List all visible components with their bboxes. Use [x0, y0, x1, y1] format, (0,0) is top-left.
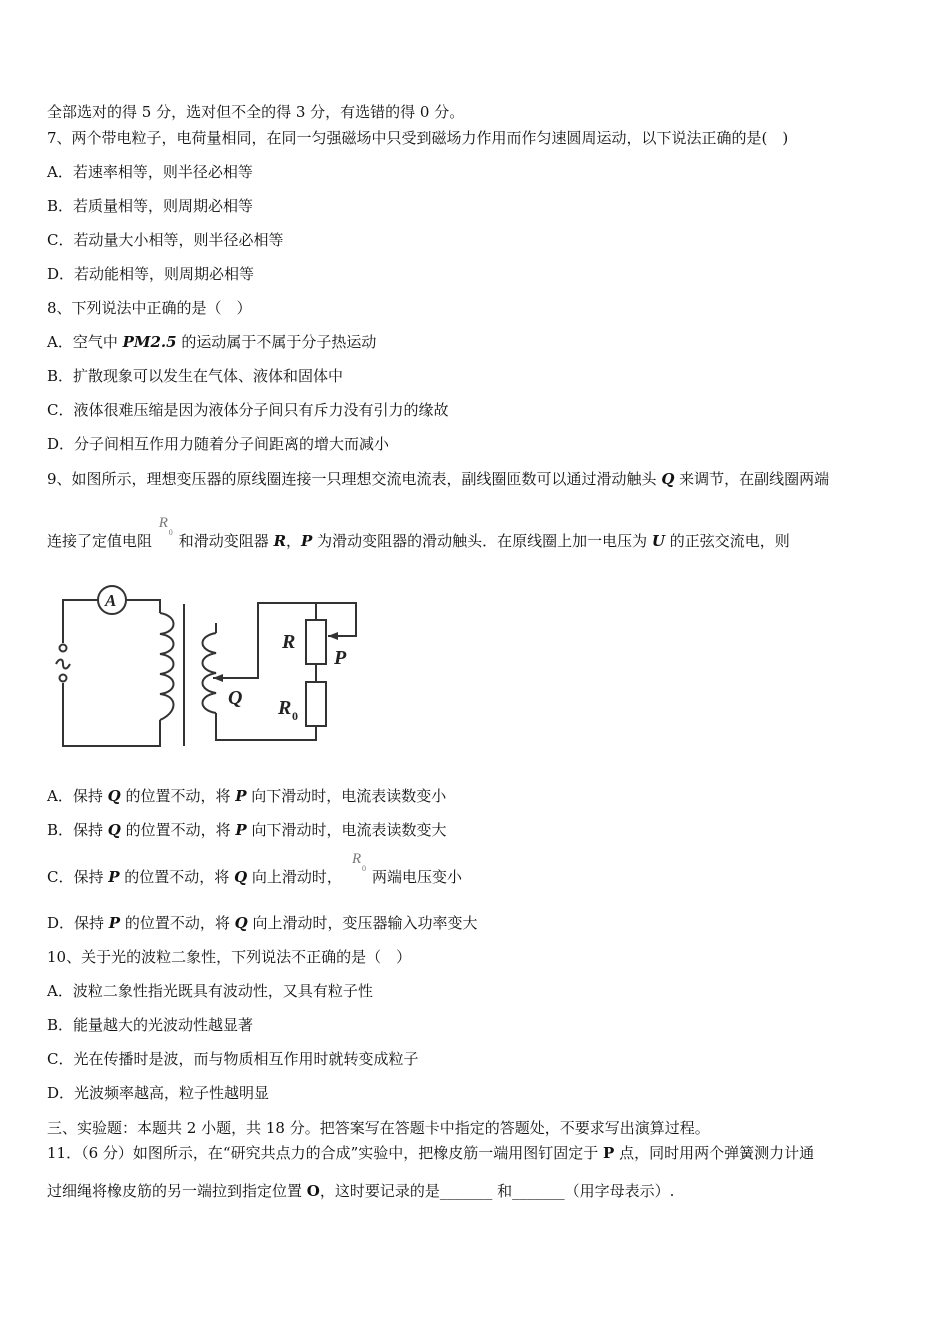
q9-option-b: B．保持 Q 的位置不动，将 P 向下滑动时，电流表读数变大: [47, 821, 447, 839]
q8-option-a: A．空气中 PM2.5 的运动属于不属于分子热运动: [47, 333, 377, 351]
svg-text:A: A: [105, 591, 117, 610]
section-3-heading: 三、实验题：本题共 2 小题，共 18 分。把答案写在答题卡中指定的答题处，不要求写出演算过程。: [47, 1119, 710, 1137]
r0-symbol: R 0: [351, 851, 366, 873]
svg-text:R: R: [278, 697, 292, 719]
q10-option-b: B．能量越大的光波动性越显著: [47, 1016, 254, 1034]
q7-option-b: B．若质量相等，则周期必相等: [47, 197, 254, 215]
svg-text:Q: Q: [228, 687, 243, 709]
q10-option-c: C．光在传播时是波，而与物质相互作用时就转变成粒子: [47, 1050, 419, 1068]
q7-option-d: D．若动能相等，则周期必相等: [47, 265, 255, 283]
q10-option-d: D．光波频率越高，粒子性越明显: [47, 1084, 270, 1102]
q9-stem-line1: 9、如图所示，理想变压器的原线圈连接一只理想交流电流表，副线圈匝数可以通过滑动触头 Q 来调节，在副线圈两端: [47, 470, 830, 488]
q10-stem: 10、关于光的波粒二象性，下列说法不正确的是（ ）: [47, 948, 412, 966]
r0-symbol: R 0: [158, 515, 173, 537]
q7-option-a: A．若速率相等，则半径必相等: [47, 163, 253, 181]
q8-stem: 8、下列说法中正确的是（ ）: [47, 299, 252, 317]
svg-text:P: P: [334, 647, 347, 669]
q9-option-d: D．保持 P 的位置不动，将 Q 向上滑动时，变压器输入功率变大: [47, 914, 478, 932]
q8-option-b: B．扩散现象可以发生在气体、液体和固体中: [47, 367, 344, 385]
q9-option-c: C．保持 P 的位置不动，将 Q 向上滑动时， R 0 两端电压变小: [47, 851, 462, 886]
svg-text:0: 0: [292, 709, 298, 723]
intro-text: 全部选对的得 5 分，选对但不全的得 3 分，有选错的得 0 分。: [47, 103, 465, 121]
q7-stem: 7、两个带电粒子，电荷量相同，在同一匀强磁场中只受到磁场力作用而作匀速圆周运动，以下说法正确的是( ): [47, 129, 789, 147]
q11-line2: 过细绳将橡皮筋的另一端拉到指定位置 O，这时要记录的是_______ 和_______（用字母表示）.: [47, 1182, 675, 1200]
transformer-circuit-diagram: [48, 578, 368, 750]
q7-option-c: C．若动量大小相等，则半径必相等: [47, 231, 284, 249]
q11-line1: 11．（6 分）如图所示，在“研究共点力的合成”实验中，把橡皮筋一端用图钉固定于 P 点，同时用两个弹簧测力计通: [47, 1144, 815, 1162]
q10-option-a: A．波粒二象性指光既具有波动性，又具有粒子性: [47, 982, 373, 1000]
q8-option-d: D．分子间相互作用力随着分子间距离的增大而减小: [47, 435, 390, 453]
q8-option-c: C．液体很难压缩是因为液体分子间只有斥力没有引力的缘故: [47, 401, 449, 419]
svg-text:R: R: [282, 631, 296, 653]
q9-stem-line2: 连接了定值电阻 R 0 和滑动变阻器 R，P 为滑动变阻器的滑动触头．在原线圈上加一电压为 U 的正弦交流电，则: [47, 515, 790, 550]
q9-option-a: A．保持 Q 的位置不动，将 P 向下滑动时，电流表读数变小: [47, 787, 447, 805]
